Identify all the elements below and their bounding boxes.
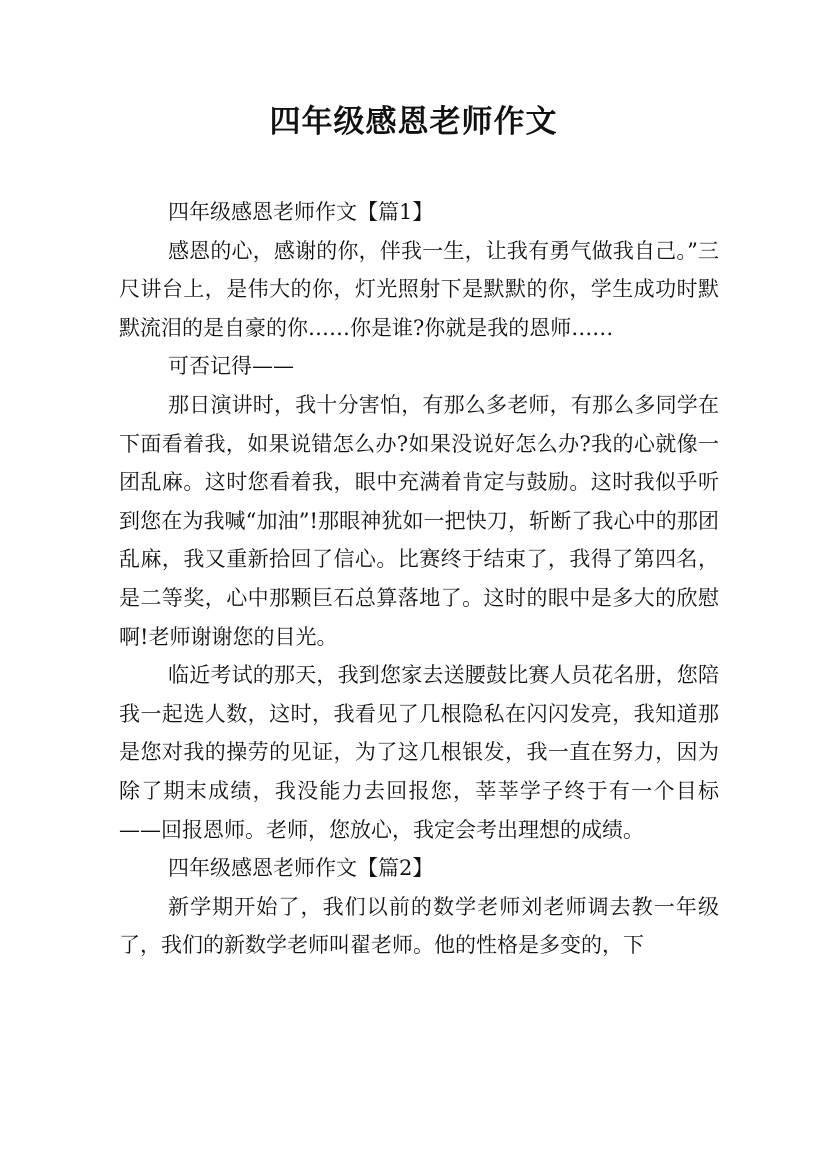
section-heading-1: 四年级感恩老师作文【篇1】: [168, 200, 434, 224]
paragraph-speech: 那日演讲时，我十分害怕，有那么多老师，有那么多同学在下面看着我，如果说错怎么办?如果没说好怎么办?我的心就像一团乱麻。这时您看着我，眼中充满着肯定与鼓励。这时我似乎听到您在为我喊“加油”!那眼神犹如一把快刀，斩断了我心中的那团乱麻，我又重新拾回了信心。比赛终于结束了，我得了第四名，是二等奖，心中那颗巨石总算落地了。这时的眼中是多大的欣慰啊!老师谢谢您的目光。: [119, 392, 719, 649]
section-heading-2: 四年级感恩老师作文【篇2】: [168, 856, 434, 881]
paragraph-exam: 临近考试的那天，我到您家去送腰鼓比赛人员花名册，您陪我一起选人数，这时，我看见了几根隐私在闪闪发亮，我知道那是您对我的操劳的见证，为了这几根银发，我一直在努力，因为除了期末成绩，我没能力去回报您，莘莘学子终于有一个目标——回报恩师。老师，您放心，我定会考出理想的成绩。: [119, 663, 719, 842]
document-body: [119, 193, 719, 965]
paragraph-new-semester: 新学期开始了，我们以前的数学老师刘老师调去教一年级了，我们的新数学老师叫翟老师。他的性格是多变的，下: [119, 894, 719, 958]
document-title: 四年级感恩老师作文: [269, 104, 558, 140]
paragraph-remember: 可否记得——: [168, 354, 294, 379]
paragraph-intro: 感恩的心，感谢的你，伴我一生，让我有勇气做我自己。”三尺讲台上，是伟大的你，灯光照射下是默默的你，学生成功时默默流泪的是自豪的你……你是谁?你就是我的恩师……: [119, 238, 719, 340]
